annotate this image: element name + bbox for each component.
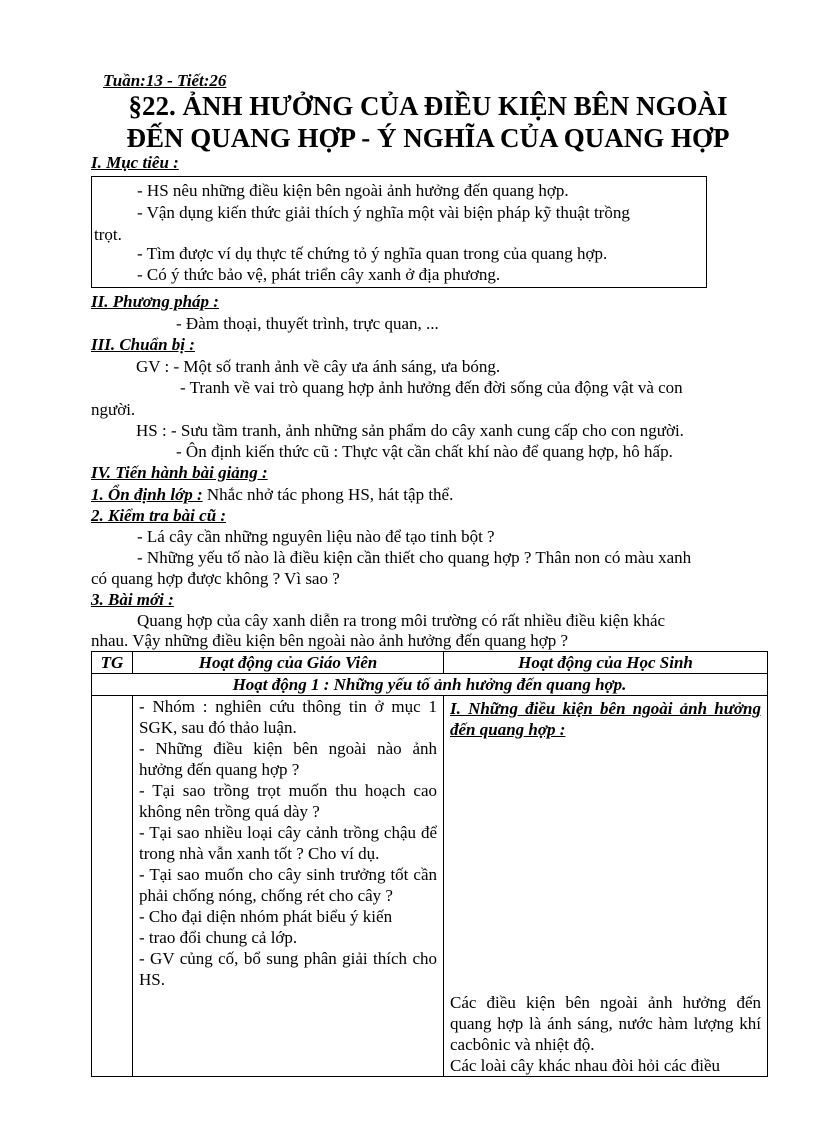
objective-item: - Tìm được ví dụ thực tế chứng tỏ ý nghĩa quan trong của quang hợp. [137,244,608,263]
activity-1-title: Hoạt động 1 : Những yếu tố ảnh hưởng đến quang hợp. [92,674,768,696]
teacher-item: - Những điều kiện bên ngoài nào ảnh hưởng đến quang hợp ? [139,739,437,779]
activity-table [91,651,768,1077]
teacher-item: - Tại sao muốn cho cây sinh trưởng tốt cần phải chống nóng, chống rét cho cây ? [139,865,437,905]
lesson-step-1: 1. Ổn định lớp : Nhắc nhở tác phong HS, hát tập thể. [91,485,454,504]
prep-hs-line-1: HS : - Sưu tầm tranh, ảnh những sản phẩm do cây xanh cung cấp cho con người. [136,421,684,440]
page-title-line-1: §22. ẢNH HƯỞNG CỦA ĐIỀU KIỆN BÊN NGOÀI [128,91,728,121]
lesson-step-2-question: - Lá cây cần những nguyên liệu nào để tạo tinh bột ? [137,527,495,546]
student-heading: I. Những điều kiện bên ngoài ảnh hưởng đến quang hợp : [450,699,761,739]
lesson-step-3-heading: 3. Bài mới : [91,590,174,609]
student-paragraph: Các loài cây khác nhau đòi hỏi các điều [450,1056,720,1075]
lesson-heading: IV. Tiến hành bài giảng : [91,463,268,482]
lesson-step-2-heading: 2. Kiểm tra bài cũ : [91,506,227,525]
col-header-student: Hoạt động của Học Sinh [444,652,768,674]
teacher-item: - GV củng cố, bổ sung phân giải thích cho HS. [139,949,437,989]
prep-gv-line-1: GV : - Một số tranh ảnh về cây ưa ánh sáng, ưa bóng. [136,357,501,376]
col-header-tg: TG [92,652,133,674]
lesson-step-2-question-cont: có quang hợp được không ? Vì sao ? [91,569,340,588]
week-label: Tuần:13 - Tiết:26 [103,71,227,90]
activity-row [92,674,768,696]
lesson-step-3-text: Quang hợp của cây xanh diễn ra trong môi trường có rất nhiều điều kiện khác [137,611,666,630]
student-paragraph: Các điều kiện bên ngoài ảnh hưởng đến quang hợp là ánh sáng, nước hàm lượng khí cacbônic và nhiệt độ. [450,993,761,1054]
method-heading: II. Phương pháp : [91,292,219,311]
page-title-line-2: ĐẾN QUANG HỢP - Ý NGHĨA CỦA QUANG HỢP [126,123,730,153]
table-row [92,696,768,1077]
lesson-step-2-question: - Những yếu tố nào là điều kiện cần thiết cho quang hợp ? Thân non có màu xanh [137,548,692,567]
teacher-item: - Cho đại diện nhóm phát biểu ý kiến [139,907,393,926]
objective-item: - Vận dụng kiến thức giải thích ý nghĩa một vài biện pháp kỹ thuật trồng [137,203,630,222]
teacher-item: - Tại sao trồng trọt muốn thu hoạch cao không nên trồng quá dày ? [139,781,437,821]
objective-item: - Có ý thức bảo vệ, phát triển cây xanh ở địa phương. [137,265,501,284]
prep-gv-line-2: - Tranh về vai trò quang hợp ảnh hưởng đến đời sống của động vật và con [180,378,683,397]
student-cell [444,696,768,1077]
teacher-item: - trao đổi chung cả lớp. [139,928,298,947]
table-header-row [92,652,768,674]
method-text: - Đàm thoại, thuyết trình, trực quan, ... [176,314,439,333]
prep-hs-line-2: - Ôn định kiến thức cũ : Thực vật cần chất khí nào để quang hợp, hô hấp. [176,442,673,461]
teacher-item: - Nhóm : nghiên cứu thông tin ở mục 1 SGK, sau đó thảo luận. [139,697,437,737]
tg-cell [92,696,133,1077]
prep-heading: III. Chuẩn bị : [91,335,195,354]
objectives-heading: I. Mục tiêu : [91,153,179,172]
lesson-step-3-text-cont: nhau. Vậy những điều kiện bên ngoài nào ảnh hưởng đến quang hợp ? [91,631,569,650]
objective-item: trọt. [94,225,122,244]
objective-item: - HS nêu những điều kiện bên ngoài ảnh hưởng đến quang hợp. [137,181,569,200]
prep-gv-line-3: người. [91,400,136,419]
teacher-item: - Tại sao nhiều loại cây cảnh trồng chậu để trong nhà vẫn xanh tốt ? Cho ví dụ. [139,823,437,863]
col-header-teacher: Hoạt động của Giáo Viên [133,652,444,674]
teacher-cell [133,696,444,1077]
